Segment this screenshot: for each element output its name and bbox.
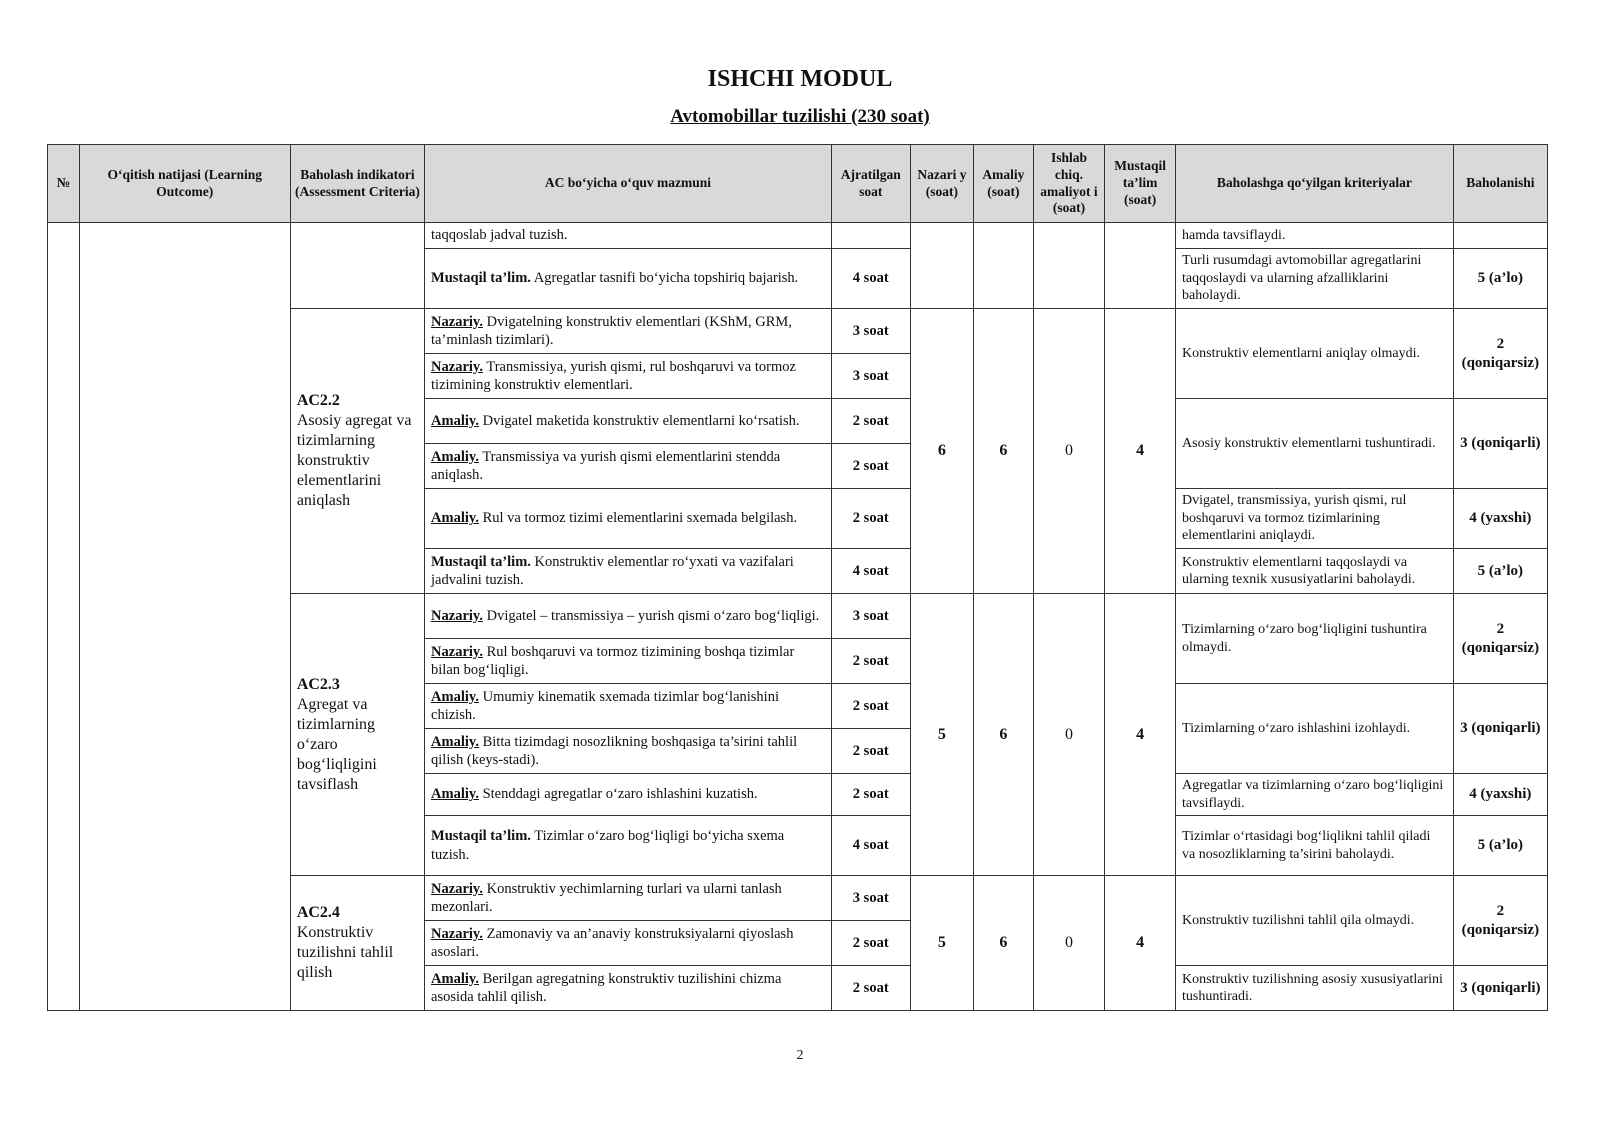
hours-cell — [831, 223, 910, 249]
grade-cell: 5 (a’lo) — [1453, 549, 1547, 594]
grade-cell: 2 (qoniqarsiz) — [1453, 594, 1547, 684]
module-subtitle — [0, 106, 1600, 128]
hours-cell: 3 soat — [831, 309, 910, 354]
content-cell — [425, 816, 832, 876]
module-subtitle-text: Avtomobillar tuzilishi (230 soat) — [670, 106, 930, 127]
indicator-name: Agregat va tizimlarning o‘zaro bog‘liqligini tavsiflash — [296, 695, 377, 793]
grade-cell: 3 (qoniqarli) — [1453, 966, 1547, 1011]
header-content: AC bo‘yicha o‘quv mazmuni — [425, 145, 832, 223]
content-text: Stenddagi agregatlar o‘zaro ishlashini kuzatish. — [478, 786, 758, 803]
cell-no — [48, 223, 80, 1011]
practice-cell: 6 — [974, 876, 1033, 1011]
header-criteria: Baholashga qo‘yilgan kriteriyalar — [1176, 145, 1454, 223]
criteria-cell: hamda tavsiflaydi. — [1176, 223, 1454, 249]
criteria-cell: Asosiy konstruktiv elementlarni tushuntiradi. — [1176, 399, 1454, 489]
production-cell: 0 — [1033, 876, 1105, 1011]
criteria-cell: Agregatlar va tizimlarning o‘zaro bog‘liqligini tavsiflaydi. — [1176, 774, 1454, 816]
production-cell — [1033, 223, 1105, 309]
header-grade: Baholanishi — [1453, 145, 1547, 223]
table-header-row — [48, 145, 1548, 223]
criteria-cell: Tizimlarning o‘zaro bog‘liqligini tushuntira olmaydi. — [1176, 594, 1454, 684]
content-cell — [425, 549, 832, 594]
module-table — [47, 144, 1548, 1011]
table-row — [48, 223, 1548, 249]
content-cell — [425, 684, 832, 729]
content-text: Konstruktiv elementlar ro‘yxati va vazifalari jadvalini tuzish. — [431, 553, 794, 588]
content-cell — [425, 249, 832, 309]
criteria-cell: Dvigatel, transmissiya, yurish qismi, rul boshqaruvi va tormoz tizimlarining elementlarini aniqlaydi. — [1176, 489, 1454, 549]
content-kind: Amaliy. — [431, 970, 479, 987]
content-cell — [425, 489, 832, 549]
criteria-cell: Konstruktiv elementlarni aniqlay olmaydi. — [1176, 309, 1454, 399]
header-no: № — [48, 145, 80, 223]
header-indicator: Baholash indikatori (Assessment Criteria) — [290, 145, 424, 223]
content-kind: Amaliy. — [431, 448, 479, 465]
hours-cell: 2 soat — [831, 399, 910, 444]
theory-cell — [910, 223, 974, 309]
indicator-code: AC2.3 — [296, 675, 340, 693]
theory-cell: 6 — [910, 309, 974, 594]
content-text: Agregatlar tasnifi bo‘yicha topshiriq bajarish. — [530, 270, 799, 287]
theory-cell: 5 — [910, 594, 974, 876]
grade-cell: 4 (yaxshi) — [1453, 489, 1547, 549]
content-cell — [425, 399, 832, 444]
content-kind: Mustaqil ta’lim. — [431, 270, 531, 287]
practice-cell: 6 — [974, 309, 1033, 594]
header-independent: Mustaqil ta’lim (soat) — [1105, 145, 1176, 223]
content-cell — [425, 876, 832, 921]
independent-cell: 4 — [1105, 309, 1176, 594]
hours-cell: 2 soat — [831, 489, 910, 549]
hours-cell: 2 soat — [831, 921, 910, 966]
grade-cell — [1453, 223, 1547, 249]
header-hours: Ajratilgan soat — [831, 145, 910, 223]
hours-cell: 4 soat — [831, 549, 910, 594]
header-production: Ishlab chiq. amaliyot i (soat) — [1033, 145, 1105, 223]
content-text: Rul boshqaruvi va tormoz tizimining boshqa tizimlar bilan bog‘liqligi. — [431, 643, 795, 678]
header-theory: Nazari y (soat) — [910, 145, 974, 223]
content-text: Dvigatel maketida konstruktiv elementlarni ko‘rsatish. — [478, 412, 800, 429]
grade-cell: 2 (qoniqarsiz) — [1453, 876, 1547, 966]
content-cell — [425, 729, 832, 774]
indicator-ac23 — [290, 594, 424, 876]
content-text: taqqoslab jadval tuzish. — [431, 227, 568, 244]
hours-cell: 4 soat — [831, 249, 910, 309]
content-text: Dvigatelning konstruktiv elementlari (KShM, GRM, ta’minlash tizimlari). — [431, 313, 792, 348]
criteria-cell: Konstruktiv tuzilishni tahlil qila olmaydi. — [1176, 876, 1454, 966]
content-text: Berilgan agregatning konstruktiv tuzilishini chizma asosida tahlil qilish. — [431, 970, 782, 1005]
content-kind: Amaliy. — [431, 786, 479, 803]
content-kind: Mustaqil ta’lim. — [431, 553, 531, 570]
content-kind: Nazariy. — [431, 607, 483, 624]
content-kind: Nazariy. — [431, 643, 483, 660]
criteria-cell: Turli rusumdagi avtomobillar agregatlarini taqqoslaydi va ularning afzalliklarini baholaydi. — [1176, 249, 1454, 309]
independent-cell: 4 — [1105, 876, 1176, 1011]
content-text: Dvigatel – transmissiya – yurish qismi o‘zaro bog‘liqligi. — [482, 607, 820, 624]
criteria-cell: Tizimlarning o‘zaro ishlashini izohlaydi. — [1176, 684, 1454, 774]
content-kind: Nazariy. — [431, 925, 483, 942]
content-kind: Amaliy. — [431, 688, 479, 705]
grade-cell: 5 (a’lo) — [1453, 249, 1547, 309]
indicator-code: AC2.4 — [296, 904, 340, 921]
hours-cell: 2 soat — [831, 639, 910, 684]
content-cell — [425, 921, 832, 966]
hours-cell: 3 soat — [831, 594, 910, 639]
content-text: Konstruktiv yechimlarning turlari va ularni tanlash mezonlari. — [431, 880, 782, 915]
content-kind: Amaliy. — [431, 510, 479, 527]
hours-cell: 3 soat — [831, 876, 910, 921]
criteria-cell: Tizimlar o‘rtasidagi bog‘liqlikni tahlil qiladi va nosozliklarning ta’sirini baholaydi. — [1176, 816, 1454, 876]
grade-cell: 3 (qoniqarli) — [1453, 684, 1547, 774]
hours-cell: 2 soat — [831, 444, 910, 489]
content-cell — [425, 774, 832, 816]
production-cell: 0 — [1033, 309, 1105, 594]
hours-cell: 2 soat — [831, 729, 910, 774]
content-kind: Amaliy. — [431, 733, 479, 750]
content-cell — [425, 639, 832, 684]
criteria-cell: Konstruktiv tuzilishning asosiy xususiyatlarini tushuntiradi. — [1176, 966, 1454, 1011]
content-cell — [425, 966, 832, 1011]
hours-cell: 2 soat — [831, 774, 910, 816]
independent-cell: 4 — [1105, 594, 1176, 876]
theory-cell: 5 — [910, 876, 974, 1011]
page-title: ISHCHI MODUL — [707, 66, 893, 92]
practice-cell — [974, 223, 1033, 309]
header-practice: Amaliy (soat) — [974, 145, 1033, 223]
content-cell — [425, 594, 832, 639]
indicator-code: AC2.2 — [296, 392, 340, 409]
indicator-name: Asosiy agregat va tizimlarning konstruktiv elementlarini aniqlash — [296, 412, 412, 509]
cell-outcome — [79, 223, 290, 1011]
content-text: Tizimlar o‘zaro bog‘liqligi bo‘yicha sxema tuzish. — [431, 828, 785, 863]
hours-cell: 3 soat — [831, 354, 910, 399]
page-number: 2 — [796, 1048, 804, 1063]
content-text: Umumiy kinematik sxemada tizimlar bog‘lanishini chizish. — [431, 688, 779, 723]
hours-cell: 4 soat — [831, 816, 910, 876]
content-kind: Amaliy. — [431, 412, 479, 429]
grade-cell: 3 (qoniqarli) — [1453, 399, 1547, 489]
criteria-cell: Konstruktiv elementlarni taqqoslaydi va ularning texnik xususiyatlarini baholaydi. — [1176, 549, 1454, 594]
cell-indicator-continued — [290, 223, 424, 309]
grade-cell: 4 (yaxshi) — [1453, 774, 1547, 816]
grade-cell: 5 (a’lo) — [1453, 816, 1547, 876]
content-cell — [425, 444, 832, 489]
practice-cell: 6 — [974, 594, 1033, 876]
indicator-ac22 — [290, 309, 424, 594]
content-cell — [425, 223, 832, 249]
grade-cell: 2 (qoniqarsiz) — [1453, 309, 1547, 399]
independent-cell — [1105, 223, 1176, 309]
content-kind: Mustaqil ta’lim. — [431, 828, 531, 845]
header-outcome: O‘qitish natijasi (Learning Outcome) — [79, 145, 290, 223]
content-text: Bitta tizimdagi nosozlikning boshqasiga ta’sirini tahlil qilish (keys-stadi). — [431, 733, 798, 768]
content-text: Transmissiya, yurish qismi, rul boshqaruvi va tormoz tizimining konstruktiv elementlari. — [431, 358, 796, 393]
content-cell — [425, 354, 832, 399]
content-text: Rul va tormoz tizimi elementlarini sxemada belgilash. — [478, 510, 798, 527]
content-text: Zamonaviy va an’anaviy konstruksiyalarni qiyoslash asoslari. — [431, 925, 794, 960]
hours-cell: 2 soat — [831, 684, 910, 729]
content-kind: Nazariy. — [431, 358, 483, 375]
content-kind: Nazariy. — [431, 313, 483, 330]
content-cell — [425, 309, 832, 354]
content-text: Transmissiya va yurish qismi elementlarini stendda aniqlash. — [431, 448, 781, 483]
indicator-name: Konstruktiv tuzilishni tahlil qilish — [296, 924, 394, 981]
content-kind: Nazariy. — [431, 880, 483, 897]
indicator-ac24 — [290, 876, 424, 1011]
hours-cell: 2 soat — [831, 966, 910, 1011]
production-cell: 0 — [1033, 594, 1105, 876]
